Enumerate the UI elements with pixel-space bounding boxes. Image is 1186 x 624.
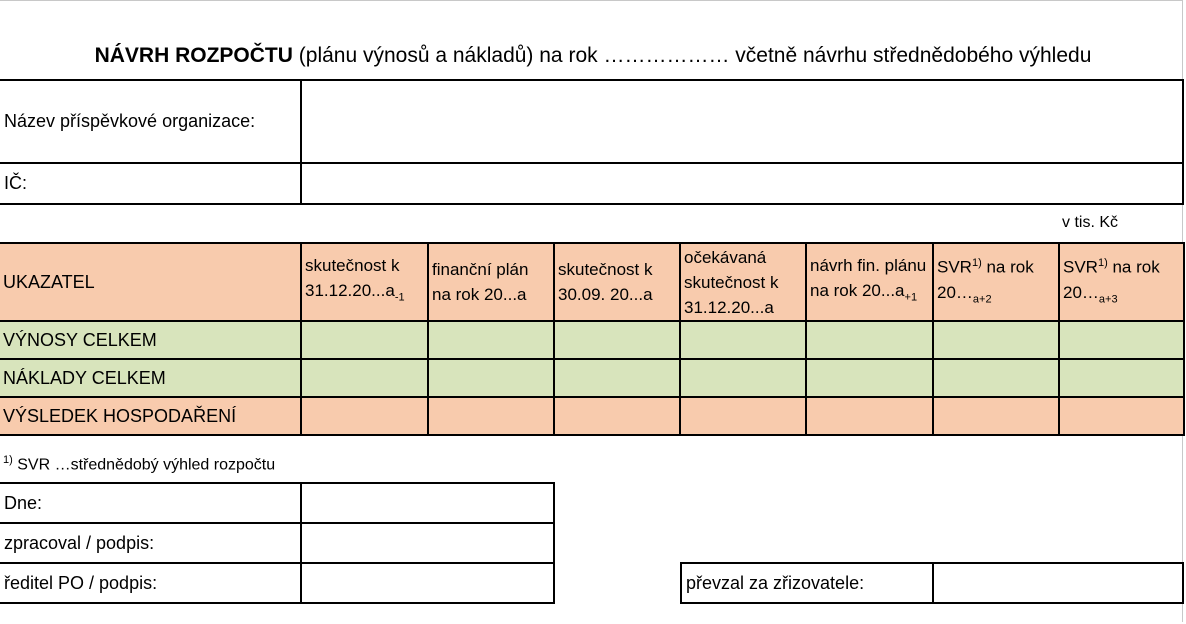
prepared-by-label: zpracoval / podpis: — [4, 532, 155, 553]
table-row — [0, 359, 1184, 397]
table-cell[interactable] — [301, 359, 428, 397]
table-cell[interactable] — [428, 321, 554, 359]
header-svr-a2: SVR$^{1)}$ na rok $20\dots_{a+2}$ — [933, 243, 1059, 321]
table-cell[interactable] — [1059, 397, 1184, 435]
director-label: ředitel PO / podpis: — [4, 572, 158, 593]
org-name-label: Název příspěvkové organizace: — [4, 111, 256, 131]
budget-table — [0, 242, 1185, 436]
org-name-field[interactable] — [302, 81, 1182, 162]
header-plan-proposal: návrh fin. plánu na rok $20...a_{+1}$ — [806, 243, 933, 321]
received-by-field[interactable] — [934, 564, 1182, 602]
row-label-costs: NÁKLADY CELKEM — [0, 359, 301, 397]
table-cell[interactable] — [680, 321, 806, 359]
header-financial-plan: finanční plán na rok 20...a — [428, 243, 554, 321]
table-cell[interactable] — [1059, 321, 1184, 359]
table-cell[interactable] — [428, 359, 554, 397]
table-cell[interactable] — [933, 359, 1059, 397]
row-label-result: VÝSLEDEK HOSPODAŘENÍ — [0, 397, 301, 435]
prepared-by-field[interactable] — [302, 524, 553, 562]
table-cell[interactable] — [301, 397, 428, 435]
table-header-row — [0, 243, 1184, 321]
table-cell[interactable] — [806, 321, 933, 359]
director-field[interactable] — [302, 564, 553, 602]
table-cell[interactable] — [428, 397, 554, 435]
table-row — [0, 397, 1184, 435]
table-cell[interactable] — [554, 359, 680, 397]
form-title: NÁVRH ROZPOČTU (plánu výnosů a nákladů) na rok ……………… včetně návrhu střednědobého výhledu — [94, 44, 1092, 67]
header-actual-sept: skutečnost k 30.09. 20...a — [554, 243, 680, 321]
header-actual-prev-year: skutečnost k $31.12.20...a_{-1}$ — [301, 243, 428, 321]
table-cell[interactable] — [1059, 359, 1184, 397]
date-field[interactable] — [302, 484, 553, 522]
header-expected-actual: očekávaná skutečnost k 31.12.20...a — [680, 243, 806, 321]
date-label: Dne: — [4, 492, 43, 513]
table-cell[interactable] — [301, 321, 428, 359]
received-by-label: převzal za zřizovatele: — [686, 572, 865, 593]
table-cell[interactable] — [554, 321, 680, 359]
header-indicator: UKAZATEL — [0, 243, 301, 321]
table-row — [0, 321, 1184, 359]
org-ic-field[interactable] — [302, 164, 1182, 203]
table-cell[interactable] — [933, 321, 1059, 359]
table-cell[interactable] — [554, 397, 680, 435]
footnote: $^{1)}$ SVR …střednědobý výhled rozpočtu — [3, 454, 276, 474]
table-cell[interactable] — [680, 359, 806, 397]
row-label-revenue: VÝNOSY CELKEM — [0, 321, 301, 359]
header-svr-a3: SVR$^{1)}$ na rok $20\dots_{a+3}$ — [1059, 243, 1184, 321]
unit-label: v tis. Kč — [1062, 214, 1119, 231]
org-ic-label: IČ: — [4, 173, 28, 193]
table-cell[interactable] — [933, 397, 1059, 435]
table-cell[interactable] — [806, 397, 933, 435]
table-cell[interactable] — [680, 397, 806, 435]
table-cell[interactable] — [806, 359, 933, 397]
